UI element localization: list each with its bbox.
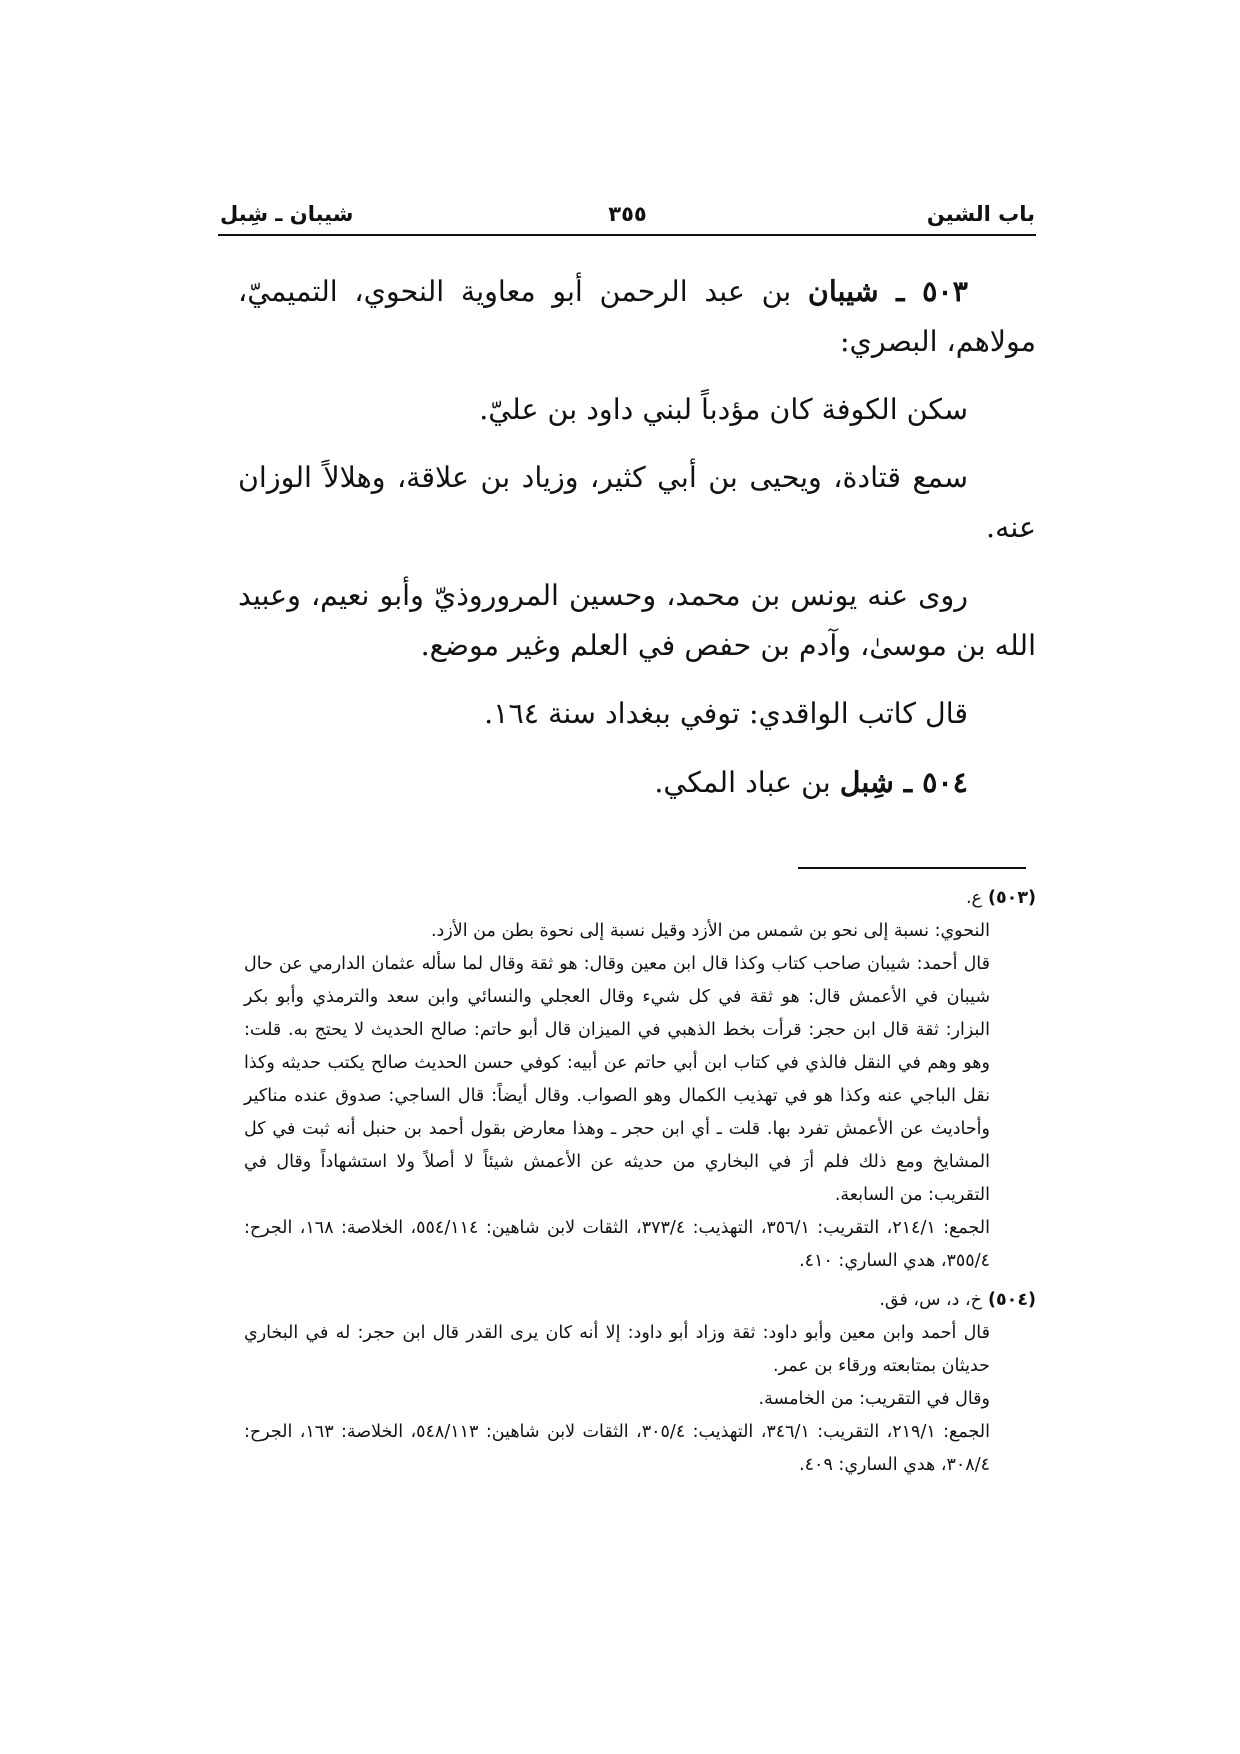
running-head xyxy=(220,196,1035,236)
entry-503-paragraph: روى عنه يونس بن محمد، وحسين المروروذيّ وأبو نعيم، وعبيد الله بن موسىٰ، وآدم بن حفص في العلم وغير موضع. xyxy=(238,579,1036,662)
chapter-title: باب الشين xyxy=(926,202,1035,226)
footnote-504-body xyxy=(244,1317,1036,1482)
footnote-503-body xyxy=(244,915,1036,1278)
footnote-line: قال أحمد: شيبان صاحب كتاب وكذا قال ابن معين وقال: هو ثقة وقال لما سأله عثمان الدارمي عن حال شيبان في الأعمش قال: هو ثقة في كل شيء وقال العجلي والنسائي وابن سعد والترمذي وأبو بكر البزار: ثقة قال ابن حجر: قرأت بخط الذهبي في الميزان قال أبو حاتم: صالح الحديث لا يحتج به. قلت: وهو وهم في النقل فالذي في كتاب ابن أبي حاتم عن أبيه: كوفي حسن الحديث صالح يكتب حديثه وكذا نقل الباجي عنه وكذا هو في تهذيب الكمال وهو الصواب. وقال أيضاً: قال الساجي: صدوق عنده مناكير وأحاديث عن الأعمش تفرد بها. قلت ـ أي ابن حجر ـ وهذا معارض بقول أحمد بن حنبل أنه ثبت في كل المشايخ ومع ذلك فلم أرَ في البخاري من حديثه عن الأعمش شيئاً لا أصلاً ولا استشهاداً وقال في التقريب: من السابعة. xyxy=(244,954,990,1205)
entry-503-paragraph: سكن الكوفة كان مؤدباً لبني داود بن عليّ. xyxy=(479,393,968,426)
footnote-separator xyxy=(798,867,1026,869)
header-rule xyxy=(218,234,1036,236)
entry-503-title: ٥٠٣ ـ شيبان xyxy=(807,274,968,308)
footnote-marker: (٥٠٣) xyxy=(987,888,1036,908)
footnote-marker: (٥٠٤) xyxy=(987,1290,1036,1310)
entry-504-heading-rest: بن عباد المكي. xyxy=(654,766,840,799)
footnote-504-head xyxy=(244,1284,1036,1317)
entry-503-paragraph: قال كاتب الواقدي: توفي ببغداد سنة ١٦٤. xyxy=(484,697,968,730)
footnote-503-head xyxy=(244,882,1036,915)
footnote-line: الجمع: ٢١٤/١، التقريب: ٣٥٦/١، التهذيب: ٣٧٣/٤، الثقات لابن شاهين: ٥٥٤/١١٤، الخلاصة: ١٦٨، الجرح: ٣٥٥/٤، هدي الساري: ٤١٠. xyxy=(244,1218,990,1271)
entry-503-paragraph: سمع قتادة، ويحيى بن أبي كثير، وزياد بن علاقة، وهلالاً الوزان عنه. xyxy=(238,461,1036,544)
entry-503-heading xyxy=(238,266,1036,367)
entries-range: شيبان ـ شِبل xyxy=(220,202,354,226)
entry-504-heading xyxy=(238,757,1036,808)
page-number: ٣٥٥ xyxy=(608,202,647,226)
footnotes xyxy=(244,882,1036,1488)
footnote-line: قال أحمد وابن معين وأبو داود: ثقة وزاد أبو داود: إلا أنه كان يرى القدر قال ابن حجر: له في البخاري حديثان بمتابعته ورقاء بن عمر. xyxy=(244,1323,990,1376)
footnote-symbols: ع. xyxy=(965,888,982,908)
footnote-504 xyxy=(244,1284,1036,1482)
footnote-line: الجمع: ٢١٩/١، التقريب: ٣٤٦/١، التهذيب: ٣٠٥/٤، الثقات لابن شاهين: ٥٤٨/١١٣، الخلاصة: ١٦٣، الجرح: ٣٠٨/٤، هدي الساري: ٤٠٩. xyxy=(244,1422,990,1475)
footnote-line: النحوي: نسبة إلى نحو بن شمس من الأزد وقيل نسبة إلى نحوة بطن من الأزد. xyxy=(430,921,990,941)
entry-503-heading-rest: بن عبد الرحمن أبو معاوية النحوي، التميميّ، مولاهم، البصري: xyxy=(238,275,1036,358)
footnote-503 xyxy=(244,882,1036,1278)
entry-504-title: ٥٠٤ ـ شِبل xyxy=(839,765,968,799)
main-text xyxy=(238,266,1036,826)
footnote-line: وقال في التقريب: من الخامسة. xyxy=(758,1389,990,1409)
footnote-symbols: خ، د، س، فق. xyxy=(879,1290,982,1310)
